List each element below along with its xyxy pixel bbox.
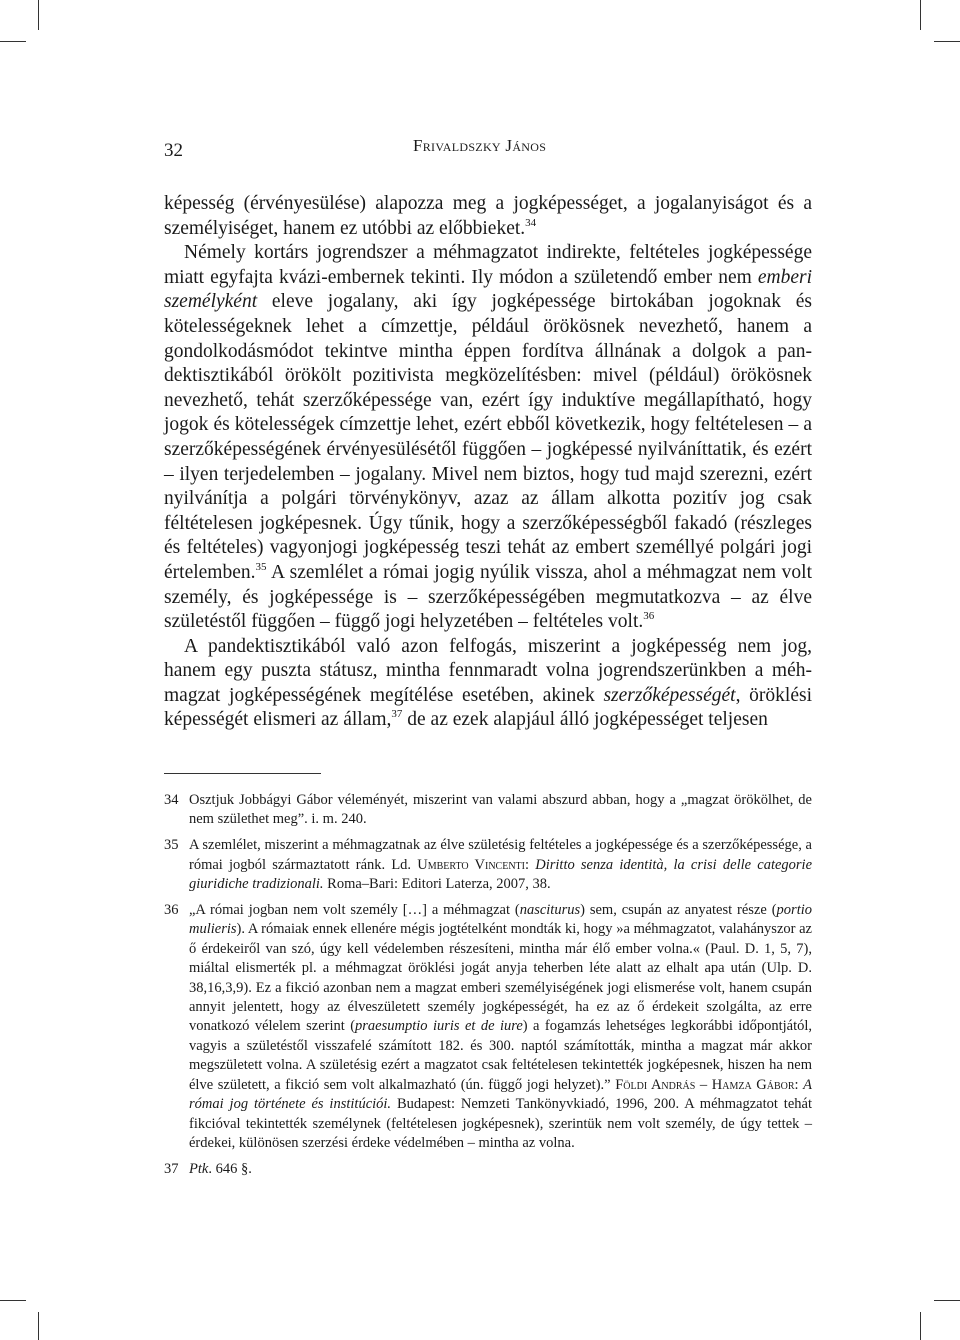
- footnote-35-author: Umberto Vincenti: [417, 856, 526, 873]
- footnote-36-text-a: „A római jogban nem volt személy […] a méhmagzat (: [189, 902, 520, 919]
- paragraph-3-text-a: A pandektisztikából való azon felfogás, miszerint a jogképesség nem jog, hanem egy puszta státusz, mintha fennmaradt volna jogrendszerünkben a méhmagzat jogképességének megítélése esetében, akinek: [164, 635, 812, 706]
- crop-mark-top-left-vertical: [38, 0, 39, 30]
- footnote-36-latin-3: praesumptio iuris et de iure: [355, 1018, 523, 1035]
- footnote-number: 36: [164, 902, 179, 919]
- footnote-ref-37[interactable]: 37: [391, 708, 403, 721]
- paragraph-1-text: képesség (érvényesülése) alapozza meg a jogképességet, a jogalanyiságot és a személyiséget, hanem ez utóbbi az előbbieket.: [164, 193, 812, 239]
- footnote-36-latin-2: portio mulieris: [189, 902, 812, 938]
- paragraph-2-text-c: A szemlélet a római jogig nyúlik vissza, ahol a méhmagzat nem volt személy, és jogképessége is – szerzőképességében megmutatkozva – az élve születéstől függően – függő jogi helyzetében – feltételes volt.: [164, 561, 812, 633]
- footnote-36: [164, 901, 812, 1153]
- footnote-37-text: . 646 §.: [208, 1160, 252, 1177]
- footnote-ref-35[interactable]: 35: [255, 560, 267, 573]
- footnote-37: [164, 1160, 812, 1179]
- footnote-36-authors: Földi András – Hamza Gábor: [615, 1076, 795, 1093]
- crop-mark-bottom-right-horizontal: [934, 1300, 960, 1301]
- footnote-34-text: Osztjuk Jobbágyi Gábor véleményét, miszerint van valami abszurd abban, hogy a „magzat örökölhet, de nem születhet meg”. i. m. 240.: [189, 792, 812, 828]
- footnote-35-text-a: A szemlélet, miszerint a méhmagzatnak az élve születésig feltételes a jogképessége és a szerzőképessége, a római jogból származtatott ránk. Ld.: [189, 837, 812, 873]
- footnote-36-text-f: Budapest: Nemzeti Tankönyvkiadó, 1996, 200. A méhmagzatot tehát fikcióval tekintették személynek (feltételesen jogképesnek), szerintük nem volt személy, de úgy tettek – érdekei, különösen szerzési érdeke védelmében – mintha az volna.: [189, 1096, 812, 1151]
- footnote-separator: [164, 773, 321, 774]
- footnote-35-text-c: Roma–Bari: Editori Laterza, 2007, 38.: [323, 876, 551, 893]
- body-text: [164, 192, 812, 733]
- footnote-36-text-b: ) sem, csupán az anyatest része (: [580, 902, 777, 919]
- paragraph-2-emphasis: emberi személyként: [164, 266, 812, 313]
- crop-mark-bottom-left-vertical: [38, 1312, 39, 1340]
- crop-mark-top-right-horizontal: [934, 41, 960, 42]
- paragraph-3-text-b: , öröklési képességét elismeri az állam,: [164, 684, 813, 731]
- footnote-35-title: Diritto senza identità, la crisi delle categorie giuridiche tradizionali.: [189, 856, 813, 893]
- paragraph-3-emphasis: szerzőképességét: [603, 684, 736, 706]
- footnote-36-text-c: ). A rómaiak ennek ellenére mégis jogtételként mondták ki, hogy »a méhmagzatot, valahányszor az ő érdekeiről van szó, úgy kell védelemben részesíteni, mintha már élő ember volna.« (Paul. D. 1, 5, 7), miáltal elismerték pl. a méhmagzat öröklési jogát anyja teherben léte alatt az elhalt apa után (Ulp. D. 38,16,3,9). Ez a fikció azonban nem a magzat emberi személyiségének jogi elismerése volt, hanem csupán annyit jelentett, hogy az élveszületett személy jogképességét, ha ez az ő érdekeit szolgálta, az erre vonatkozó vélelem szerint (: [189, 921, 812, 1035]
- crop-mark-bottom-right-vertical: [920, 1312, 921, 1340]
- paragraph-3-text-c: de az ezek alapjául álló jogképességet teljesen: [402, 709, 768, 731]
- crop-mark-top-left-horizontal: [0, 41, 26, 42]
- footnote-number: 35: [164, 837, 179, 854]
- crop-mark-top-right-vertical: [920, 0, 921, 30]
- paragraph-2: [164, 241, 812, 635]
- paragraph-3: [164, 635, 812, 733]
- footnote-35-text-b: :: [525, 856, 536, 873]
- footnote-37-abbrev: Ptk: [189, 1160, 209, 1177]
- paragraph-2-text-a: Némely kortárs jogrendszer a méhmagzatot indirekte, feltételes jogképessége miatt egyfajta kvázi-embernek tekinti. Ily módon a születendő ember nem: [164, 242, 812, 288]
- footnote-35: [164, 836, 812, 894]
- footnote-34: [164, 791, 812, 830]
- footnote-36-title: A római jog története és institúciói.: [189, 1076, 812, 1113]
- footnote-36-text-d: ) a fogamzás lehetséges legkorábbi időpontjától, vagyis a születéstől visszafelé számított 182. és 300. naptól számították, mintha a magzat már akkor megszületett volna. A születésig ezért a magzatot csak feltételesen tekintették jogképesnek, hiszen ha nem élve született, a fikció sem volt alkalmazható (ún. függő jogi helyzet).”: [189, 1018, 812, 1093]
- footnote-36-text-e: :: [794, 1076, 804, 1093]
- page-number: 32: [164, 140, 183, 161]
- crop-mark-bottom-left-horizontal: [0, 1300, 26, 1301]
- footnote-number: 34: [164, 792, 179, 808]
- footnotes: [164, 791, 812, 1186]
- footnote-ref-34[interactable]: 34: [525, 216, 537, 229]
- paragraph-2-text-b: eleve jogalany, aki így jogképessége birtokában jogoknak és kötelességeknek lehet a címzettje, például örökösnek nevezhető, hanem a gondolkodásmódot tekintve mintha éppen fordítva állnának a dolgok a pandektisztikából örökölt pozitivista megközelítésben: mivel (például) örökösnek nevezhető, tehát szerzőképessége van, ezért így induktíve megállapítható, hogy jogok és kötelességek címzettje lehet, ezért ebből következik, hogy feltételesen – a szerzőképességének érvényesülésétől függően – jogképessé nyilváníttatik, és ezért – ilyen terjedelemben – jogalany. Mivel nem biztos, hogy tud majd szerezni, ezért nyilvánítja a polgári törvénykönyv, azaz az állam alkotta pozitív jog csak féltételesen jogképesnek. Úgy tűnik, hogy a szerzőképességből fakadó (részleges és feltételes) vagyonjogi jogképesség teszi tehát az embert személlyé polgári jogi értelemben.: [164, 291, 812, 583]
- footnote-number: 37: [164, 1160, 179, 1177]
- footnote-36-latin-1: nasciturus: [519, 902, 581, 919]
- paragraph-1: [164, 192, 812, 241]
- running-head: Frivaldszky János: [413, 136, 547, 155]
- footnote-ref-36[interactable]: 36: [643, 610, 655, 623]
